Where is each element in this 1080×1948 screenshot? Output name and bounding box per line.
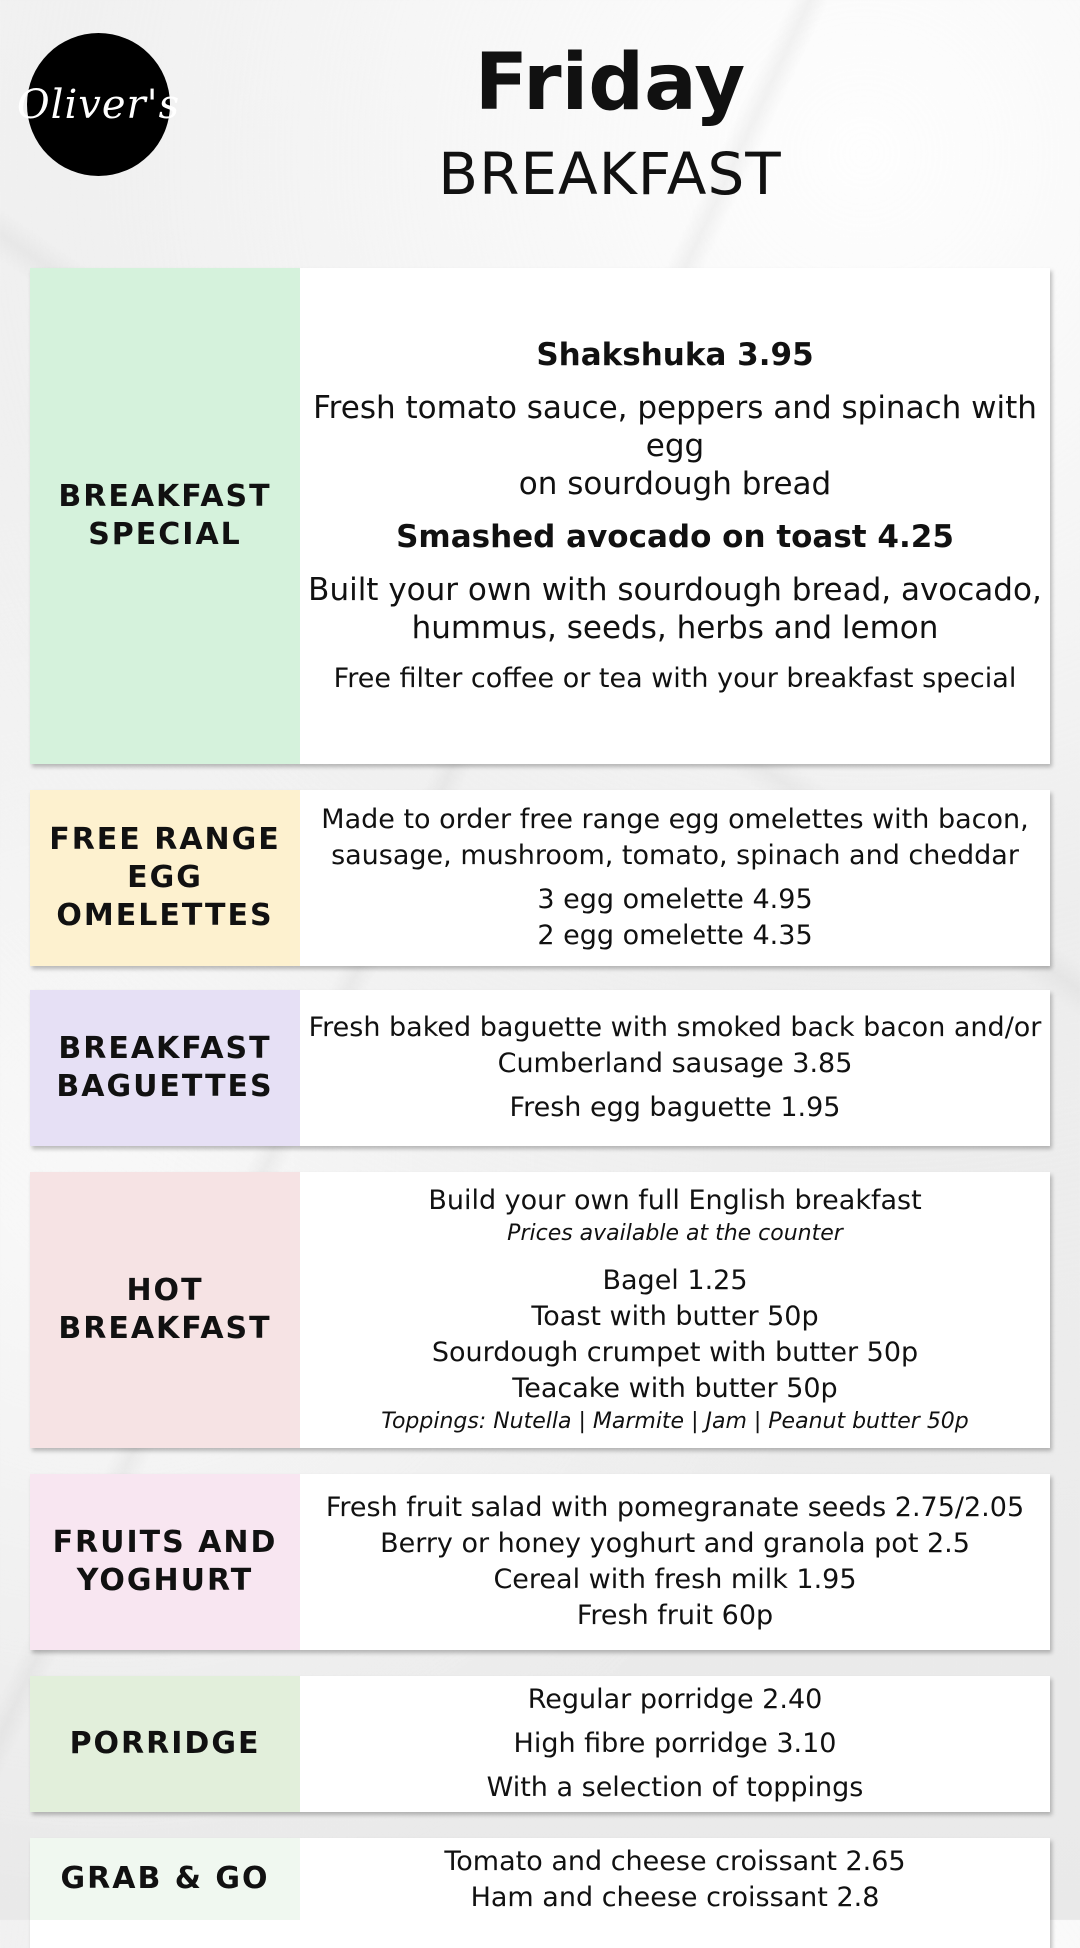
menu-item: Tomato and cheese croissant 2.65	[444, 1846, 906, 1877]
menu-item: High fibre porridge 3.10	[513, 1728, 837, 1759]
menu-note: Toppings: Nutella | Marmite | Jam | Peanut butter 50p	[381, 1409, 969, 1434]
menu-items	[300, 790, 1050, 966]
menu-item-desc: Build your own full English breakfast	[428, 1185, 922, 1216]
menu-items	[300, 1172, 1050, 1448]
section-fruits-yoghurt	[30, 1474, 1050, 1650]
menu-item: Toast with butter 50p	[531, 1301, 819, 1332]
menu-item: Ham and cheese croissant 2.8	[470, 1882, 880, 1913]
category-label: FREE RANGE EGG OMELETTES	[30, 790, 300, 966]
menu-items	[300, 1676, 1050, 1812]
menu-items	[300, 990, 1050, 1146]
menu-items	[300, 1838, 1050, 1916]
menu-item: Bagel 1.25	[602, 1265, 748, 1296]
category-label: GRAB & GO	[30, 1838, 300, 1920]
menu-item-desc: on sourdough bread	[518, 466, 832, 502]
menu-item: Berry or honey yoghurt and granola pot 2.5	[380, 1528, 970, 1559]
menu-item-title: Shakshuka 3.95	[536, 337, 814, 373]
menu-note: With a selection of toppings	[486, 1772, 864, 1803]
category-label: FRUITS AND YOGHURT	[30, 1474, 300, 1650]
menu-item-desc: hummus, seeds, herbs and lemon	[411, 610, 939, 646]
menu-item: 2 egg omelette 4.35	[537, 920, 813, 951]
category-label: BREAKFAST BAGUETTES	[30, 990, 300, 1146]
menu-item-desc: Built your own with sourdough bread, avocado,	[308, 572, 1042, 608]
menu-item: Cereal with fresh milk 1.95	[493, 1564, 857, 1595]
section-omelettes	[30, 790, 1050, 966]
menu-note: Prices available at the counter	[507, 1221, 843, 1246]
logo-text: Oliver's	[16, 81, 181, 128]
menu-item: Regular porridge 2.40	[527, 1684, 823, 1715]
section-breakfast-special	[30, 268, 1050, 764]
menu-item: 3 egg omelette 4.95	[537, 884, 813, 915]
page-title-day: Friday	[474, 38, 746, 128]
category-label: PORRIDGE	[30, 1676, 300, 1812]
category-label: BREAKFAST SPECIAL	[30, 268, 300, 764]
menu-item-desc: Fresh baked baguette with smoked back bacon and/or	[308, 1012, 1042, 1043]
menu-item-desc: Fresh tomato sauce, peppers and spinach with egg	[313, 390, 1037, 464]
menu-item-title: Smashed avocado on toast 4.25	[396, 519, 954, 555]
menu-items	[300, 268, 1050, 764]
menu-item: Fresh egg baguette 1.95	[509, 1092, 841, 1123]
menu-items	[300, 1474, 1050, 1650]
menu-item-desc: sausage, mushroom, tomato, spinach and cheddar	[331, 840, 1019, 871]
page-subtitle-meal: BREAKFAST	[438, 140, 782, 208]
menu-item-desc: Cumberland sausage 3.85	[497, 1048, 853, 1079]
menu-item: Teacake with butter 50p	[512, 1373, 838, 1404]
section-porridge	[30, 1676, 1050, 1812]
menu-note: Free filter coffee or tea with your breakfast special	[333, 663, 1017, 694]
menu-item: Fresh fruit salad with pomegranate seeds 2.75/2.05	[325, 1492, 1025, 1523]
menu-item: Sourdough crumpet with butter 50p	[431, 1337, 919, 1368]
menu-item: Fresh fruit 60p	[576, 1600, 774, 1631]
section-grab-and-go	[30, 1838, 1050, 1948]
category-label: HOT BREAKFAST	[30, 1172, 300, 1448]
section-baguettes	[30, 990, 1050, 1146]
section-hot-breakfast	[30, 1172, 1050, 1448]
menu-item-desc: Made to order free range egg omelettes with bacon,	[321, 804, 1029, 835]
